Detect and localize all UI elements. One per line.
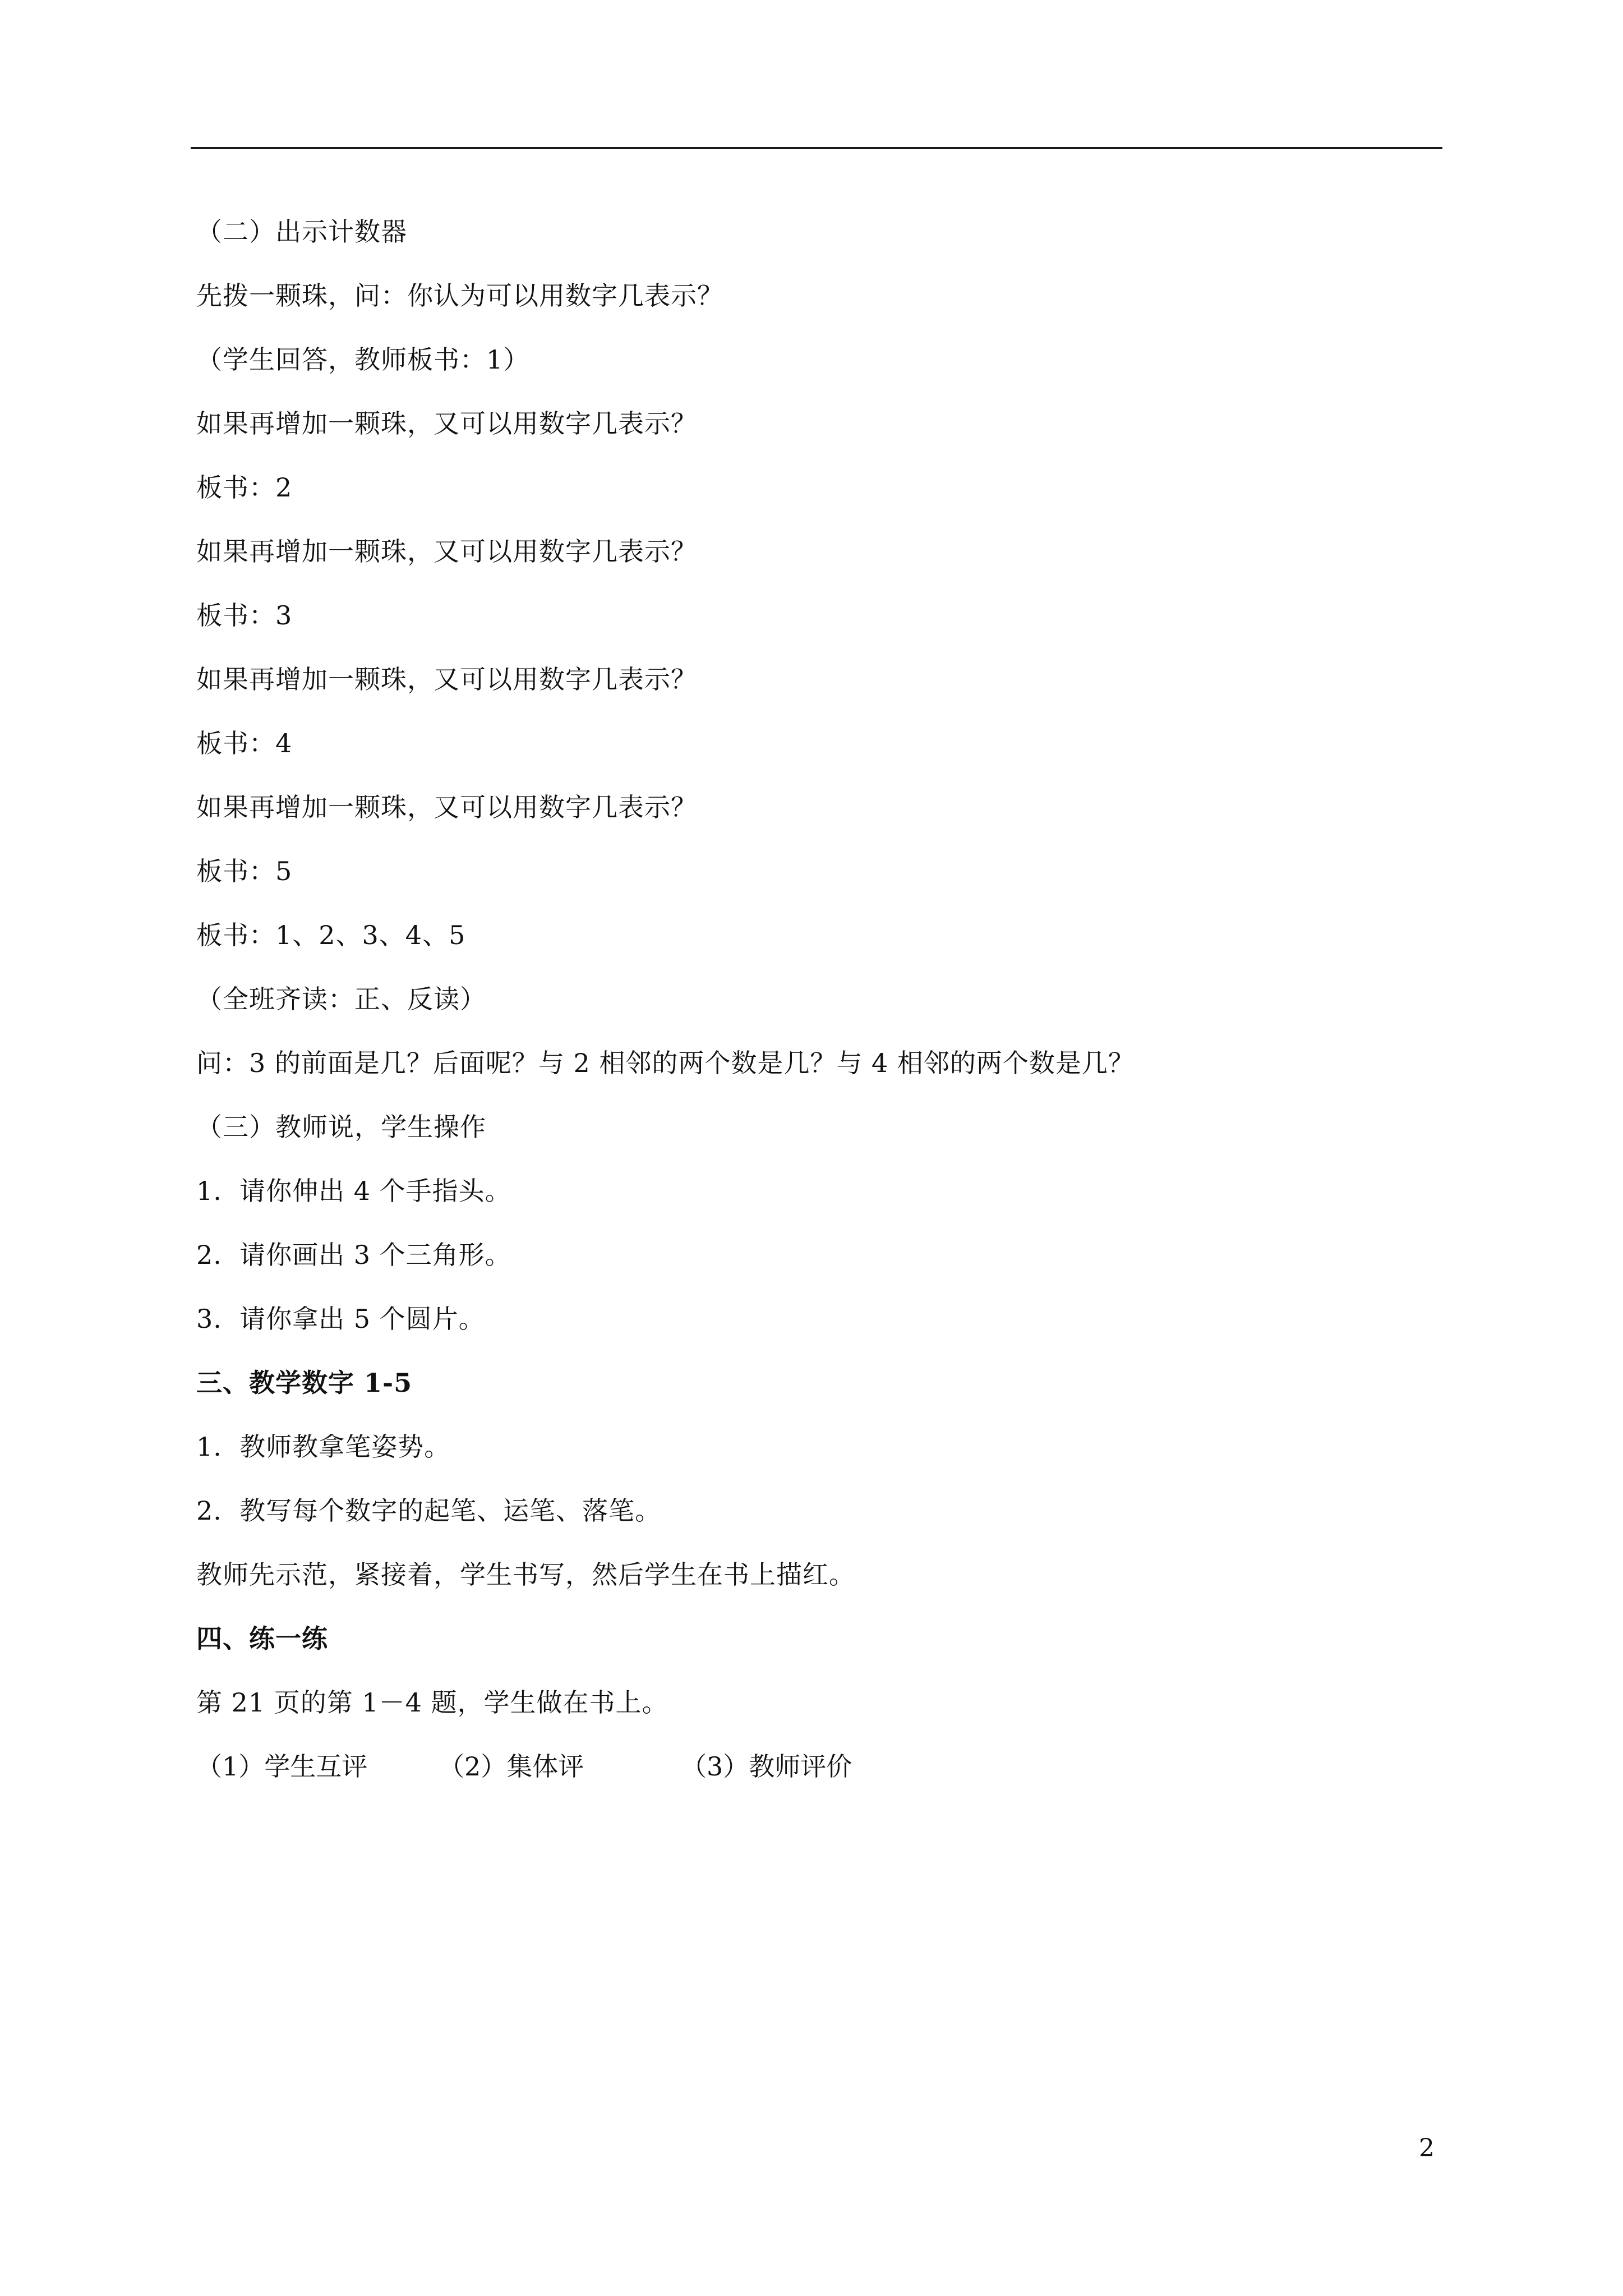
text-line: 板书：2	[196, 472, 293, 503]
text-line: 问：3 的前面是几？后面呢？与 2 相邻的两个数是几？与 4 相邻的两个数是几？	[196, 1048, 1135, 1078]
text-line: 先拨一颗珠，问：你认为可以用数字几表示？	[196, 280, 723, 311]
list-item: 2. 请你画出 3 个三角形。	[196, 1240, 511, 1270]
evaluation-item: （3）教师评价	[681, 1751, 852, 1782]
text-line: （二）出示计数器	[196, 217, 407, 247]
page-number: 2	[1419, 2134, 1435, 2162]
header-rule	[191, 147, 1442, 149]
evaluation-row	[196, 1743, 1430, 1807]
section-heading: 三、教学数字 1-5	[196, 1368, 413, 1398]
list-item: 2. 教写每个数字的起笔、运笔、落笔。	[196, 1496, 662, 1526]
text-line: 如果再增加一颗珠，又可以用数字几表示？	[196, 792, 697, 822]
text-line: （学生回答，教师板书：1）	[196, 344, 530, 375]
list-item: 1. 请你伸出 4 个手指头。	[196, 1176, 511, 1206]
text-line: （全班齐读：正、反读）	[196, 984, 486, 1014]
evaluation-item: （1）学生互评	[196, 1751, 368, 1782]
list-item: 3. 请你拿出 5 个圆片。	[196, 1304, 485, 1334]
text-line: 板书：4	[196, 728, 293, 758]
section-heading: 四、练一练	[196, 1623, 328, 1654]
text-line: 如果再增加一颗珠，又可以用数字几表示？	[196, 408, 697, 439]
evaluation-item: （2）集体评	[439, 1751, 584, 1782]
text-line: 如果再增加一颗珠，又可以用数字几表示？	[196, 536, 697, 567]
text-line: 板书：3	[196, 600, 293, 631]
text-line: 教师先示范，紧接着，学生书写，然后学生在书上描红。	[196, 1559, 855, 1590]
text-line: 板书：1、2、3、4、5	[196, 920, 466, 950]
list-item: 1. 教师教拿笔姿势。	[196, 1432, 451, 1462]
text-line: 板书：5	[196, 856, 293, 886]
text-line: 如果再增加一颗珠，又可以用数字几表示？	[196, 664, 697, 694]
text-line: （三）教师说，学生操作	[196, 1112, 486, 1142]
text-line: 第 21 页的第 1－4 题，学生做在书上。	[196, 1687, 668, 1718]
document-body	[196, 209, 1430, 1807]
